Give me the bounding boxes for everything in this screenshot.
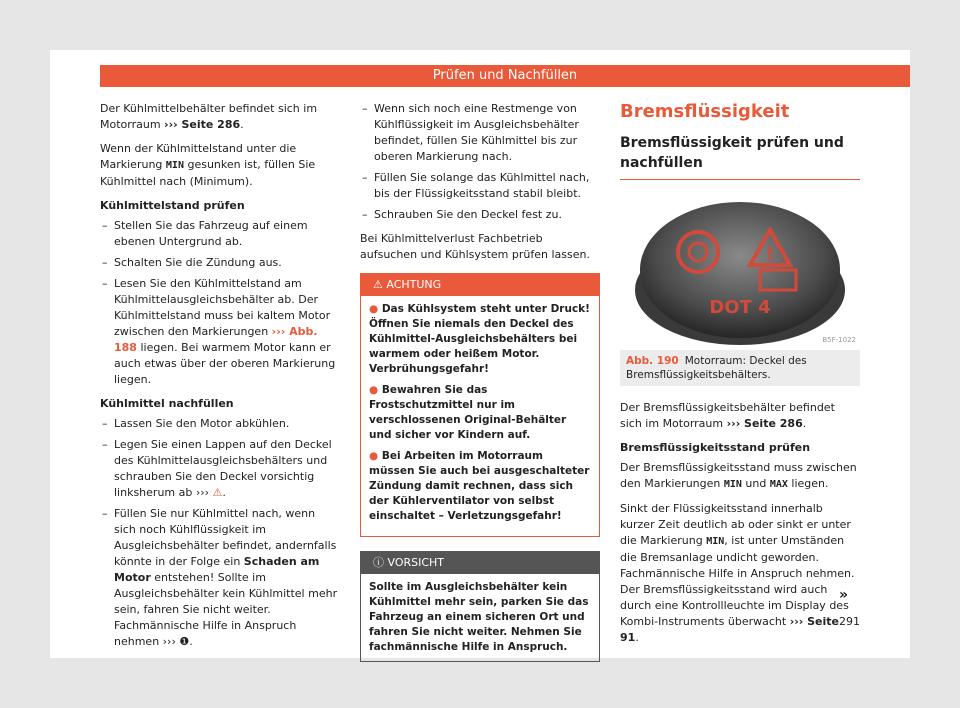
refill-steps-list	[100, 416, 340, 650]
next-page-arrow-icon[interactable]: »	[838, 587, 848, 603]
warning-box	[360, 273, 600, 537]
brake-fluid-cap-figure	[620, 190, 860, 350]
min-mark: MIN	[706, 536, 725, 547]
list-item: – Lassen Sie den Motor abkühlen.	[100, 416, 340, 432]
warning-triangle-icon[interactable]: ⚠	[212, 486, 223, 499]
list-item: – Schalten Sie die Zündung aus.	[100, 255, 340, 271]
svg-text:!: !	[765, 244, 775, 265]
min-mark: MIN	[165, 160, 184, 171]
brake-fluid-cap-image	[620, 190, 860, 350]
list-item: – Stellen Sie das Fahrzeug auf einem ebenen Untergrund ab.	[100, 218, 340, 250]
warning-header: ⚠ ACHTUNG	[361, 274, 599, 296]
warning-body	[361, 296, 599, 536]
bullet-icon: ●	[369, 303, 379, 315]
page-number: 291	[839, 615, 860, 628]
section-title: Bremsflüssigkeit	[620, 101, 790, 122]
notice-header: ⓘ VORSICHT	[361, 552, 599, 574]
manual-page	[50, 50, 910, 658]
warning-item: ● Bewahren Sie das Frostschutzmittel nur im verschlossenen Original-Behälter und sicher vor Kindern auf.	[369, 384, 567, 441]
max-mark: MAX	[769, 479, 788, 490]
bullet-icon: ●	[369, 384, 379, 396]
warning-item: ● Das Kühlsystem steht unter Druck! Öffnen Sie niemals den Deckel des Kühlmittel-Ausgleichsbehälters bei warmem oder heißem Motor. Verbrühungsgefahr!	[369, 303, 590, 375]
list-item: – Füllen Sie nur Kühlmittel nach, wenn sich noch Kühlflüssigkeit im Ausgleichsbehälter befindet, andernfalls könnte in der Folge ein Schaden am Motor entstehen! Sollte im Ausgleichsbehälter kein Kühlmittel mehr sein, fahren Sie nicht weiter. Fachmännische Hilfe in Anspruch nehmen ››› ❶.	[100, 506, 340, 650]
subsection-title: Bremsflüssigkeit prüfen und nachfüllen	[620, 133, 860, 180]
min-paragraph: Wenn der Kühlmittelstand unter die Markierung MIN gesunken ist, füllen Sie Kühlmittel nach (Minimum).	[100, 142, 316, 188]
drop-paragraph: Sinkt der Flüssigkeitsstand innerhalb kurzer Zeit deutlich ab oder sinkt er unter die Markierung MIN, ist unter Umständen die Bremsanlage undicht geworden. Fachmännische Hilfe in Anspruch nehmen. Der Bremsflüssigkeitsstand wird auch durch eine Kontrollleuchte im Display des Kombi-Instruments überwacht ››› Seite 91.	[620, 502, 855, 644]
bullet-icon: ●	[369, 450, 379, 462]
list-item: – Lesen Sie den Kühlmittelstand am Kühlmittelausgleichsbehälter ab. Der Kühlmittelstand muss bei kaltem Motor zwischen den Markierungen ››› Abb. 188 liegen. Bei warmem Motor kann er auch etwas über der oberen Markierung liegen.	[100, 276, 340, 388]
info-circle-icon[interactable]: ❶	[179, 635, 190, 648]
list-item: – Legen Sie einen Lappen auf den Deckel des Kühlmittelausgleichsbehälters und schrauben Sie den Deckel vorsichtig linksherum ab ››› ⚠.	[100, 437, 340, 501]
figure-caption: Abb. 190 Motorraum: Deckel des Bremsflüssigkeitsbehälters.	[620, 350, 860, 386]
continued-steps-list	[360, 101, 600, 223]
notice-box	[360, 551, 600, 662]
level-paragraph: Der Bremsflüssigkeitsstand muss zwischen den Markierungen MIN und MAX liegen.	[620, 461, 857, 490]
page-reference-link[interactable]: ››› Seite 286	[164, 118, 241, 131]
info-icon: ⓘ	[373, 556, 384, 569]
page-reference-link[interactable]: ››› Seite 91	[620, 615, 839, 644]
figure-reference-link[interactable]: ››› Abb. 188	[114, 325, 318, 354]
min-mark: MIN	[723, 479, 742, 490]
check-heading: Kühlmittelstand prüfen	[100, 199, 245, 212]
brake-check-heading: Bremsflüssigkeitsstand prüfen	[620, 441, 811, 454]
column-2	[360, 101, 600, 662]
page-header: Prüfen und Nachfüllen	[100, 65, 910, 87]
column-1	[100, 101, 340, 658]
intro-paragraph: Der Kühlmittelbehälter befindet sich im Motorraum ››› Seite 286.	[100, 102, 318, 131]
check-steps-list	[100, 218, 340, 388]
list-item: – Schrauben Sie den Deckel fest zu.	[360, 207, 600, 223]
column-3	[620, 101, 860, 654]
figure-label: Abb. 190	[626, 355, 679, 367]
refill-heading: Kühlmittel nachfüllen	[100, 397, 234, 410]
list-item: – Wenn sich noch eine Restmenge von Kühlflüssigkeit im Ausgleichsbehälter befindet, füllen Sie Kühlmittel bis zur oberen Markierung nach.	[360, 101, 600, 165]
loss-paragraph: Bei Kühlmittelverlust Fachbetrieb aufsuchen und Kühlsystem prüfen lassen.	[360, 232, 590, 261]
page-reference-link[interactable]: ››› Seite 286	[726, 417, 803, 430]
notice-body: Sollte im Ausgleichsbehälter kein Kühlmittel mehr sein, parken Sie das Fahrzeug an einem sicheren Ort und fahren Sie nicht weiter. Nehmen Sie fachmännische Hilfe in Anspruch.	[369, 581, 589, 653]
warning-icon: ⚠	[373, 278, 383, 291]
warning-item: ● Bei Arbeiten im Motorraum müssen Sie auch bei ausgeschalteter Zündung damit rechnen, dass sich der Kühlerventilator von selbst einschaltet – Verletzungsgefahr!	[369, 450, 590, 522]
figure-code: B5F-1022	[822, 336, 856, 344]
list-item: – Füllen Sie solange das Kühlmittel nach, bis der Flüssigkeitsstand stabil bleibt.	[360, 170, 600, 202]
location-paragraph: Der Bremsflüssigkeitsbehälter befindet sich im Motorraum ››› Seite 286.	[620, 401, 835, 430]
cap-label-text: DOT 4	[709, 297, 771, 318]
